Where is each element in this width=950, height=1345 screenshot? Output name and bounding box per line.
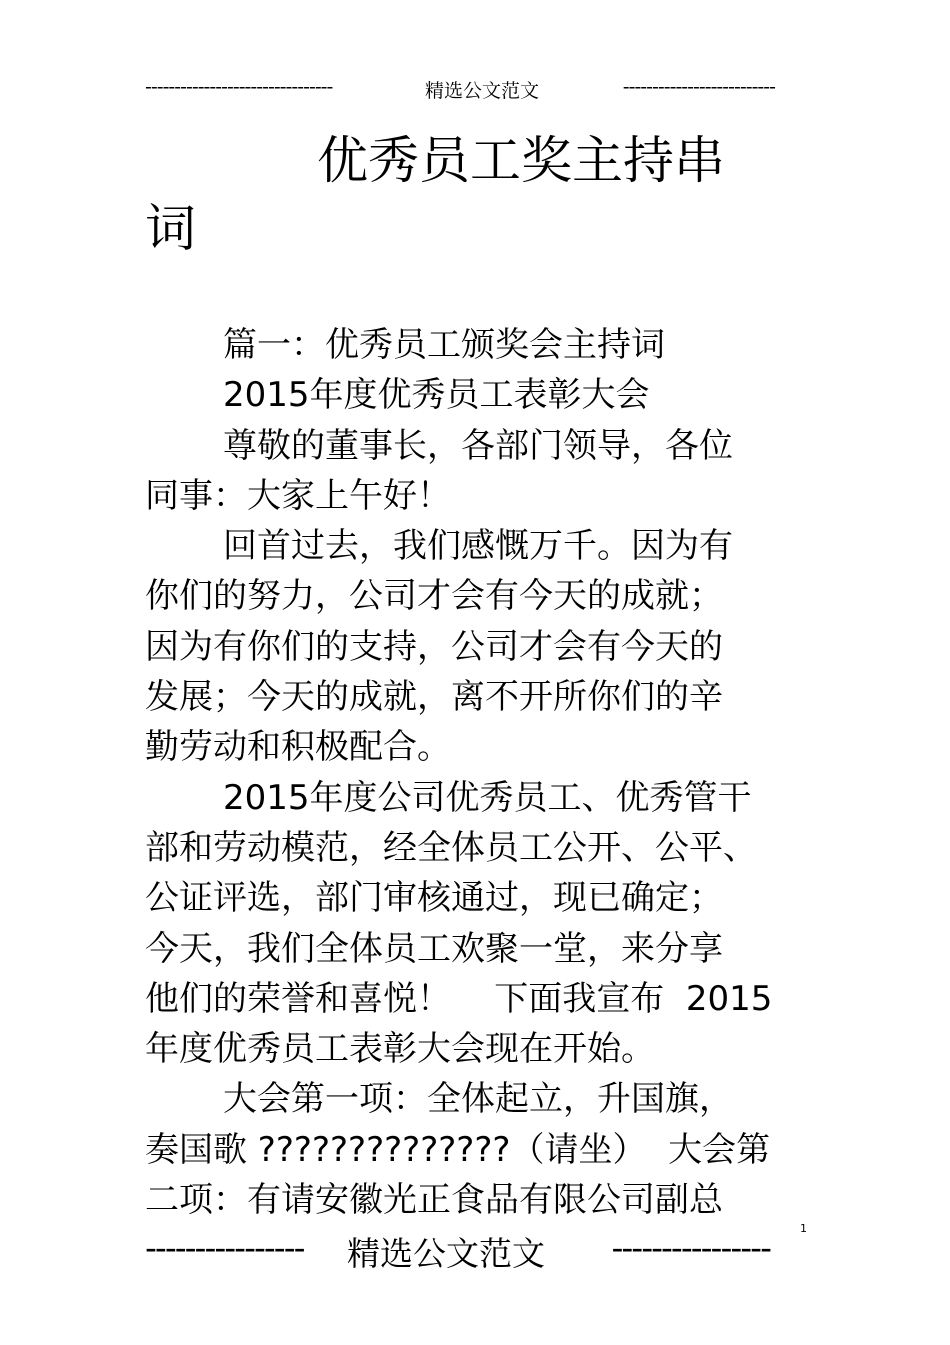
- page-header: [145, 76, 775, 106]
- footer-left-rule: ----------------: [145, 1228, 304, 1267]
- body-line: 奏国歌 ??????????????（请坐） 大会第: [145, 1129, 771, 1170]
- body-line: 2015年度优秀员工表彰大会: [223, 375, 650, 416]
- body-line: 同事：大家上午好！: [145, 475, 451, 516]
- document-body: [145, 320, 825, 1225]
- page-footer: [145, 1228, 770, 1273]
- footer-label: 精选公文范文: [347, 1234, 545, 1273]
- body-line: 2015年度公司优秀员工、优秀管干: [223, 777, 752, 818]
- page-number: 1: [800, 1222, 807, 1235]
- header-left-rule: --------------------------------: [145, 76, 333, 98]
- body-line: 回首过去，我们感慨万千。因为有: [223, 526, 733, 567]
- title-line-1: 优秀员工奖主持串: [317, 132, 726, 191]
- document-title: [145, 128, 765, 264]
- body-line: 因为有你们的支持，公司才会有今天的: [145, 626, 723, 667]
- title-line-2: 词: [145, 200, 197, 259]
- body-line: 发展；今天的成就，离不开所你们的辛: [145, 677, 723, 718]
- body-line: 他们的荣誉和喜悦！ 下面我宣布 2015: [145, 978, 773, 1019]
- body-line: 篇一：优秀员工颁奖会主持词: [223, 325, 665, 365]
- body-line: 你们的努力，公司才会有今天的成就；: [145, 576, 723, 617]
- body-line: 二项：有请安徽光正食品有限公司副总: [145, 1180, 723, 1221]
- header-right-rule: --------------------------: [622, 76, 775, 98]
- body-line: 公证评选，部门审核通过，现已确定；: [145, 878, 723, 919]
- body-line: 尊敬的董事长，各部门领导，各位: [223, 425, 733, 466]
- body-line: 今天，我们全体员工欢聚一堂，来分享: [145, 928, 723, 969]
- body-line: 勤劳动和积极配合。: [145, 727, 451, 768]
- body-line: 部和劳动模范，经全体员工公开、公平、: [145, 827, 757, 868]
- footer-right-rule: ----------------: [611, 1228, 770, 1267]
- body-line: 大会第一项：全体起立，升国旗，: [223, 1079, 733, 1120]
- header-label: 精选公文范文: [425, 80, 540, 102]
- body-line: 年度优秀员工表彰大会现在开始。: [145, 1029, 655, 1070]
